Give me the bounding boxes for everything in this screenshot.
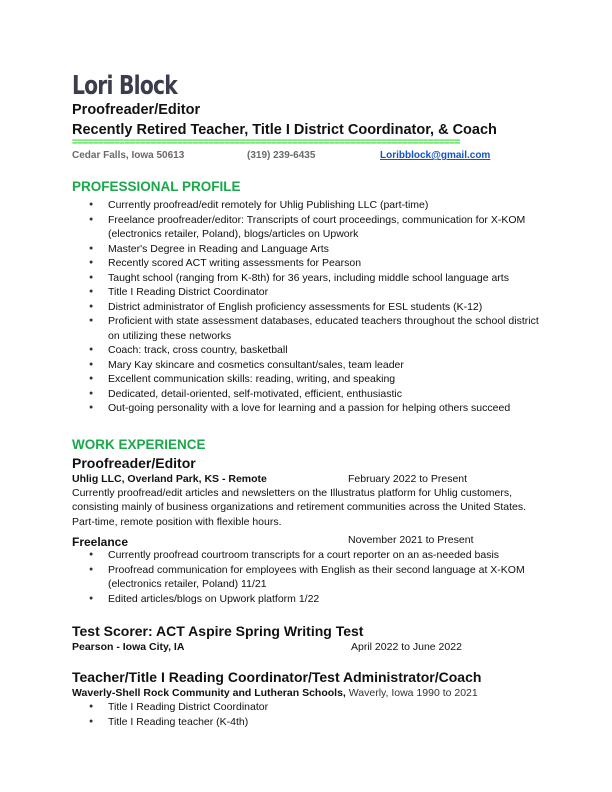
list-item: ● Freelance proofreader/editor: Transcripts of court proceedings, communication for X-KOM (electronics retailer, Poland), blogs/articles on Upwork	[72, 213, 542, 242]
job-date: April 2022 to June 2022	[351, 641, 462, 653]
phone: (319) 239-6435	[247, 150, 316, 161]
job-meta	[72, 686, 542, 700]
list-item: ● Recently scored ACT writing assessments for Pearson	[72, 256, 542, 271]
job-title: Test Scorer: ACT Aspire Spring Writing Test	[72, 623, 364, 639]
candidate-name: Lori Block	[72, 71, 177, 101]
job-org-suffix: - Remote	[219, 472, 267, 485]
list-item: ● Excellent communication skills: reading, writing, and speaking	[72, 372, 542, 387]
list-item: ● Currently proofread/edit remotely for Uhlig Publishing LLC (part-time)	[72, 198, 542, 213]
list-item: ● Title I Reading District Coordinator	[72, 285, 542, 300]
job-meta	[72, 472, 542, 486]
list-item: ● Mary Kay skincare and cosmetics consultant/sales, team leader	[72, 358, 542, 373]
job-location-date: Waverly, Iowa 1990 to 2021	[345, 687, 478, 699]
headline-subtitle: Recently Retired Teacher, Title I District Coordinator, & Coach	[72, 122, 497, 138]
divider: ==========================================================================	[72, 138, 460, 148]
list-item: ● Currently proofread courtroom transcripts for a court reporter on an as-needed basis	[72, 548, 542, 563]
job-description: Currently proofread/edit articles and newsletters on the Illustratus platform for Uhlig customers, consisting mainly of business organizations and retirement communities across the United States. Part-time, remote position with flexible hours.	[72, 486, 527, 528]
list-item: ● Taught school (ranging from K-8th) for 36 years, including middle school language arts	[72, 271, 542, 286]
list-item: ● Title I Reading teacher (K-4th)	[72, 715, 542, 730]
headline-title: Proofreader/Editor	[72, 102, 201, 118]
list-item: ● Title I Reading District Coordinator	[72, 700, 542, 715]
job-title: Freelance	[72, 535, 129, 549]
list-item: ● Edited articles/blogs on Upwork platform 1/22	[72, 592, 542, 607]
list-item: ● Dedicated, detail-oriented, self-motivated, efficient, enthusiastic	[72, 387, 542, 402]
list-item: ● Proofread communication for employees with English as their second language at X-KOM (electronics retailer, Poland) 11/21	[72, 563, 542, 592]
list-item: ● Out-going personality with a love for learning and a passion for helping others succeed	[72, 401, 542, 416]
job-meta	[72, 533, 542, 548]
teacher-list	[72, 700, 542, 729]
list-item: ● District administrator of English proficiency assessments for ESL students (K-12)	[72, 300, 542, 315]
job-org: Pearson - Iowa City, IA	[72, 641, 185, 653]
job-date: February 2022 to Present	[348, 472, 468, 485]
profile-heading: PROFESSIONAL PROFILE	[72, 179, 241, 194]
email-link[interactable]: Loribblock@gmail.com	[380, 150, 491, 161]
contact-line	[72, 148, 542, 164]
list-item: ● Master's Degree in Reading and Language Arts	[72, 242, 542, 257]
address: Cedar Falls, Iowa 50613	[72, 150, 185, 161]
job-meta	[72, 640, 542, 654]
job-title: Proofreader/Editor	[72, 454, 196, 471]
profile-list	[72, 198, 542, 416]
list-item: ● Proficient with state assessment databases, educated teachers throughout the school district on utilizing these networks	[72, 314, 542, 343]
list-item: ● Coach: track, cross country, basketball	[72, 343, 542, 358]
job-org: Uhlig LLC, Overland Park, KS	[72, 472, 220, 485]
job-title: Teacher/Title I Reading Coordinator/Test Administrator/Coach	[72, 669, 482, 685]
job-date: November 2021 to Present	[348, 534, 474, 546]
resume-page	[72, 72, 542, 729]
work-heading: WORK EXPERIENCE	[72, 436, 206, 452]
job-org: Waverly-Shell Rock Community and Lutheran Schools,	[72, 687, 346, 699]
freelance-list	[72, 548, 542, 606]
